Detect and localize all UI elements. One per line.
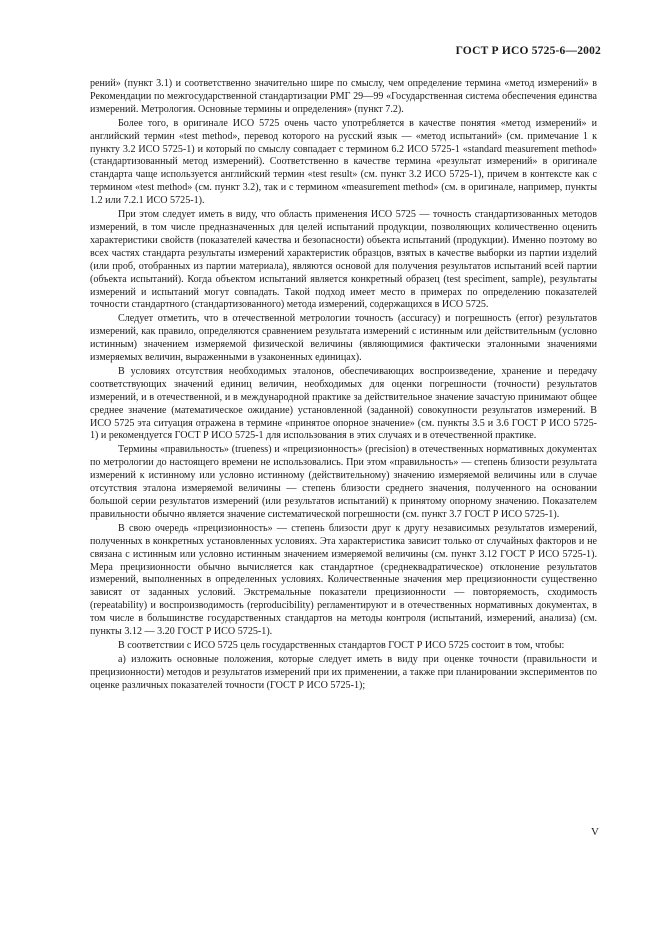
paragraph: Следует отметить, что в отечественной метрологии точность (accuracy) и погрешность (error) результатов измерений, как правило, определяются сравнением результата измерений с истинным или действительным (условно истинным) значением измеряемой физической величины (являющимися фактически эталонными значениями измеряемых величин, выраженными в узаконенных единицах). [90, 313, 597, 364]
paragraph: При этом следует иметь в виду, что область применения ИСО 5725 — точность стандартизованных методов измерений, в том числе предназначенных для целей испытаний продукции, позволяющих количественно оценить характеристики свойств (показателей качества и безопасности) объекта испытаний (продукции). Именно поэтому во всех частях стандарта результаты измерений характеристик образцов, взятых в качестве выборки из партии изделий (или проб, отобранных из партии материала), являются основой для получения результатов испытаний всей партии (объекта испытаний). Когда объектом испытаний является конкретный образец (test speciment, sample), результаты измерений и испытаний могут совпадать. Такой подход имеет место в примерах по определению показателей точности стандартного (стандартизованного) метода измерений, содержащихся в ИСО 5725. [90, 209, 597, 311]
page-header: ГОСТ Р ИСО 5725-6—2002 [455, 45, 601, 57]
paragraph: В условиях отсутствия необходимых эталонов, обеспечивающих воспроизведение, хранение и передачу соответствующих значений единиц величин, необходимых для оценки погрешности (точности) результатов измерений, и в отечественной, и в международной практике за действительное значение зачастую принимают общее среднее значение (математическое ожидание) установленной (заданной) совокупности результатов измерений. В ИСО 5725 эта ситуация отражена в термине «принятое опорное значение» (см. пункты 3.5 и 3.6 ГОСТ Р ИСО 5725-1) и рекомендуется ГОСТ Р ИСО 5725-1 для использования в этих случаях и в отечественной практике. [90, 365, 597, 442]
paragraph: Более того, в оригинале ИСО 5725 очень часто употребляется в качестве понятия «метод измерений» и английский термин «test method», перевод которого на русский язык — «метод испытаний» (см. примечание 1 к пункту 3.2 ИСО 5725-1) и который по смыслу совпадает с термином 6.2 ИСО 5725-1 «standard measurement method» (стандартизованный метод измерений). Соответственно в качестве термина «результат измерений» в оригинале стандарта чаще используется английский термин «test result» (см. пункт 3.2 ИСО 5725-1), причем в контексте как с термином «test method» (см. пункт 3.2), так и с термином «measurement method» (см. в оригинале, например, пункты 1.2 или 7.2.1 ИСО 5725-1). [90, 117, 597, 207]
paragraph: Термины «правильность» (trueness) и «прецизионность» (precision) в отечественных нормативных документах по метрологии до настоящего времени не использовались. При этом «правильность» — степень близости результата измерений к истинному или условно истинному (действительному) значению измеряемой величины или в случае отсутствия эталона измеряемой величины — степень близости среднего значения, полученного на основании большой серии результатов измерений (или результатов испытаний) к принятому опорному значению. Показателем правильности обычно является значение систематической погрешности (см. пункт 3.7 ГОСТ Р ИСО 5725-1). [90, 444, 597, 520]
paragraph: рений» (пункт 3.1) и соответственно значительно шире по смыслу, чем определение термина «метод измерений» в Рекомендации по межгосударственной стандартизации РМГ 29—99 «Государственная система обеспечения единства измерений. Метрология. Основные термины и определения» (пункт 7.2). [90, 78, 597, 115]
document-body [90, 78, 597, 693]
paragraph: В соответствии с ИСО 5725 цель государственных стандартов ГОСТ Р ИСО 5725 состоит в том, чтобы: [118, 639, 565, 651]
page-number: V [591, 826, 599, 838]
paragraph: В свою очередь «прецизионность» — степень близости друг к другу независимых результатов измерений, полученных в конкретных установленных условиях. Эта характеристика зависит только от случайных факторов и не связана с истинным или условно истинным значением измеряемой величины (см. пункт 3.12 ГОСТ Р ИСО 5725-1). Мера прецизионности обычно вычисляется как стандартное (среднеквадратическое) отклонение результатов измерений, выполненных в определенных условиях. Количественные значения мер прецизионности существенно зависят от заданных условий. Экстремальные показатели прецизионности — повторяемость, сходимость (repeatability) и воспроизводимость (reproducibility) регламентируют и в отечественных нормативных документах, в том числе в большинстве государственных стандартов на методы контроля (испытаний, измерений, анализа) (см. пункты 3.12 — 3.20 ГОСТ Р ИСО 5725-1). [90, 522, 597, 638]
list-item: а) изложить основные положения, которые следует иметь в виду при оценке точности (правильности и прецизионности) методов и результатов измерений при их применении, а также при планировании экспериментов по оценке различных показателей точности (ГОСТ Р ИСО 5725-1); [90, 653, 597, 691]
